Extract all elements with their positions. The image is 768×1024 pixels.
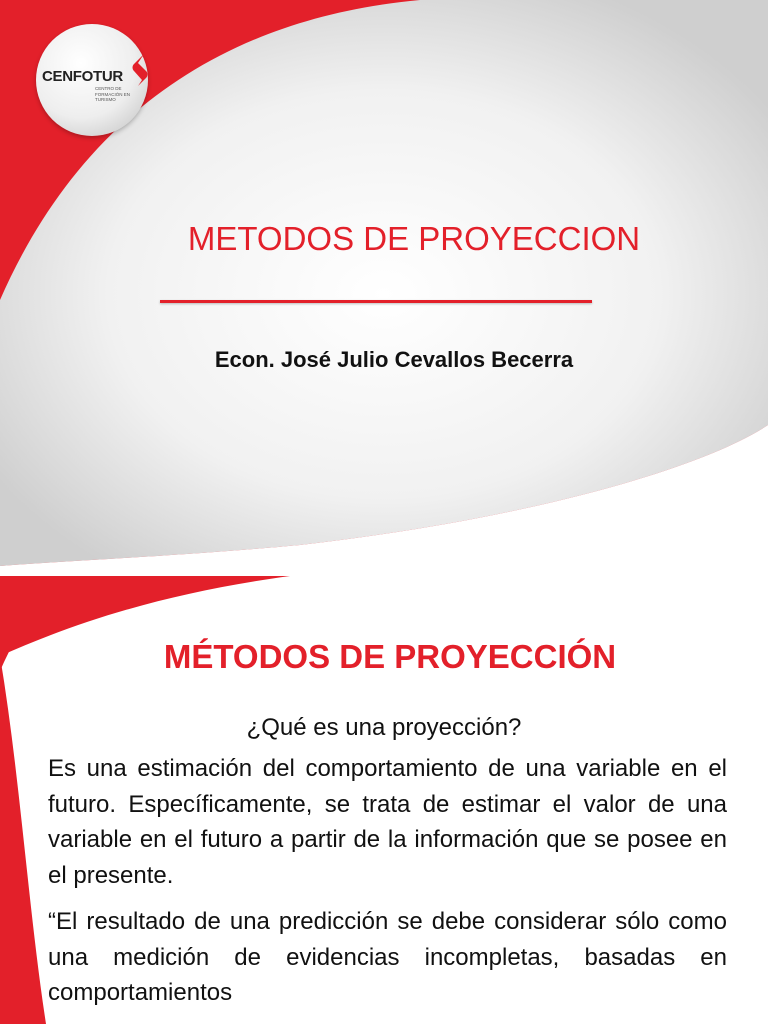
slide-question: ¿Qué es una proyección? (246, 714, 522, 741)
definition-paragraph: Es una estimación del comportamiento de una variable en el futuro. Específicamente, se trata de estimar el valor de una variable en el futuro a partir de la información que se posee en el presente. (48, 755, 727, 889)
content-slide (0, 576, 768, 1024)
title-underline (160, 300, 592, 303)
cenfotur-mark-icon (712, 518, 748, 566)
cenfotur-mark-icon (132, 54, 148, 86)
logo-tagline: CENTRO DE FORMACIÓN EN TURISMO (95, 86, 131, 102)
quote-paragraph: “El resultado de una predicción se debe considerar sólo como una medición de evidencias incompletas, basadas en comportamientos (48, 908, 727, 1006)
presentation-title: METODOS DE PROYECCION (187, 220, 641, 257)
author-name: Econ. José Julio Cevallos Becerra (214, 347, 574, 372)
slide-title: MÉTODOS DE PROYECCIÓN (163, 638, 617, 675)
logo-name: CENFOTUR (42, 68, 123, 85)
